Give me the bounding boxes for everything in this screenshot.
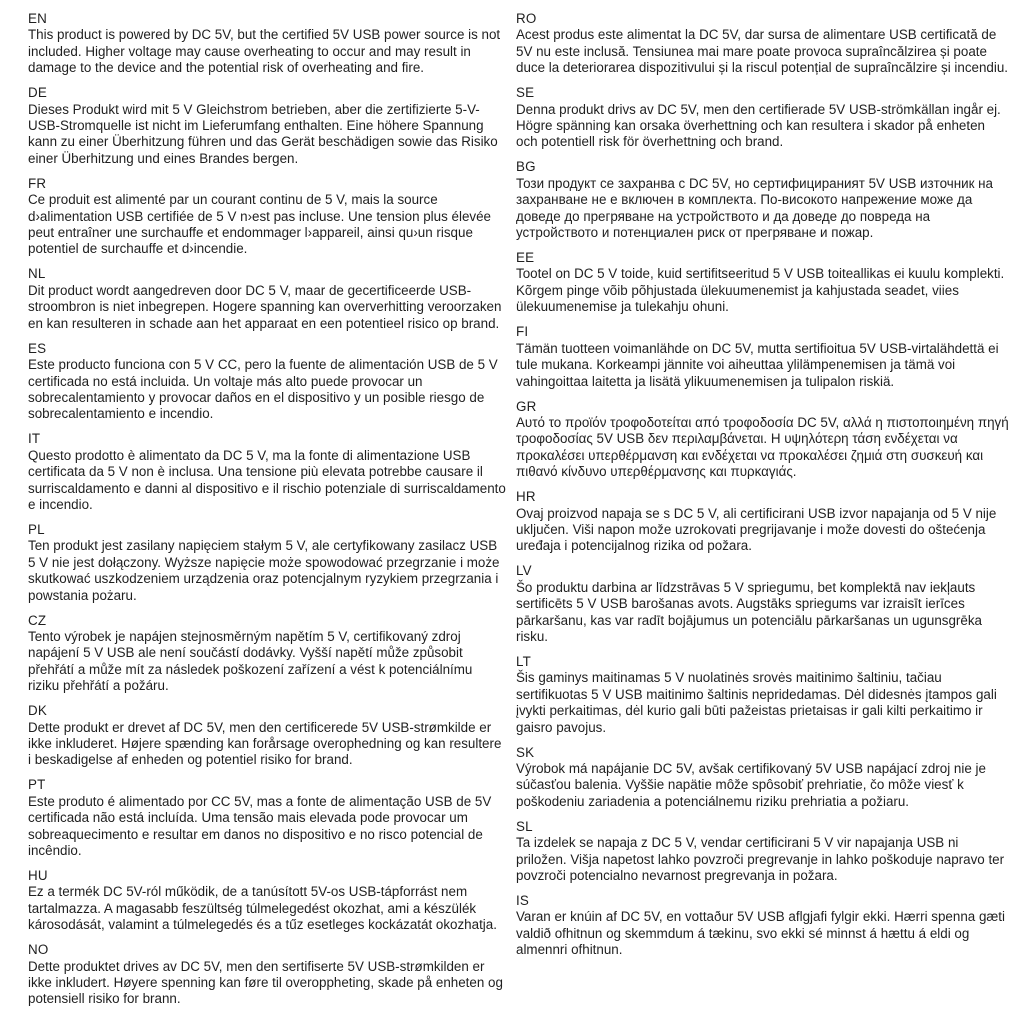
language-block-lt: [516, 654, 1010, 736]
language-text: Questo prodotto è alimentato da DC 5 V, ma la fonte di alimentazione USB certificata da 5 V non è inclusa. Una tensione più elevata potrebbe causare il surriscaldamento e danni al dispositivo e il rischio potenziale di surriscaldamento e incendio.: [28, 447, 506, 512]
language-text: Dette produkt er drevet af DC 5V, men den certificerede 5V USB-strømkilde er ikke inkluderet. Højere spænding kan forårsage overophedning og kan resultere i beskadigelse af enheden og potentiel risiko for brand.: [28, 719, 502, 768]
language-code: DE: [28, 85, 48, 101]
language-text: Ovaj proizvod napaja se s DC 5 V, ali certificirani USB izvor napajanja od 5 V nije uključen. Viši napon može uzrokovati pregrijavanje i može dovesti do oštećenja uređaja i potencijalnog rizika od požara.: [516, 505, 997, 554]
language-block-is: [516, 893, 1010, 959]
language-code: LV: [516, 563, 532, 579]
language-block-fr: [28, 176, 506, 258]
language-text: Dieses Produkt wird mit 5 V Gleichstrom betrieben, aber die zertifizierte 5-V-USB-Stromquelle ist nicht im Lieferumfang enthalten. Eine höhere Spannung kann zu einer Überhitzung führen und das Gerät beschädigen sowie das Risiko einer Überhitzung und eines Brandes bergen.: [28, 101, 498, 166]
language-code: EN: [28, 11, 48, 26]
language-code: CZ: [28, 612, 47, 628]
language-code: EE: [516, 250, 535, 266]
language-block-hr: [516, 489, 1010, 555]
language-block-bg: [516, 159, 1010, 241]
language-code: NO: [28, 942, 49, 958]
language-block-pt: [28, 777, 506, 859]
language-code: GR: [516, 398, 537, 414]
language-text: Ta izdelek se napaja z DC 5 V, vendar certificirani 5 V vir napajanja USB ni priložen. Višja napetost lahko povzroči pregrevanje in lahko poškoduje napravo ter povzroči potencialno nevarnost pregrevanja in požara.: [516, 835, 1005, 884]
left-column: [28, 11, 506, 1014]
language-text: Šo produktu darbina ar līdzstrāvas 5 V spriegumu, bet komplektā nav iekļauts sertificēts 5 V USB barošanas avots. Augstāks spriegums var izraisīt ierīces pārkaršanu, kas var radīt bojājumus un potenciālu pārkaršanas un ugunsgrēka risku.: [516, 579, 982, 644]
language-text: Denna produkt drivs av DC 5V, men den certifierade 5V USB-strömkällan ingår ej. Högre spänning kan orsaka överhettning och kan resultera i skador på enheten och potentiell risk för överhettning och brand.: [516, 101, 1001, 150]
right-column: [516, 11, 1010, 1014]
language-text: Este producto funciona con 5 V CC, pero la fuente de alimentación USB de 5 V certificada no está incluida. Un voltaje más alto puede provocar un sobrecalentamiento y provocar daños en el dispositivo y un posible riesgo de sobrecalentamiento e incendio.: [28, 357, 498, 422]
language-code: IT: [28, 431, 41, 447]
language-block-nl: [28, 266, 506, 332]
language-block-en: [28, 11, 506, 77]
language-text: This product is powered by DC 5V, but the certified 5V USB power source is not included. Higher voltage may cause overheating to occur and may result in damage to the device and the potential risk of overheating and fire.: [28, 27, 501, 76]
language-text: Acest produs este alimentat la DC 5V, dar sursa de alimentare USB certificată de 5V nu este inclusă. Tensiunea mai mare poate provoca supraîncălzirea și poate duce la deteriorarea dispozitivului și la riscul potențial de supraîncălzire și incendiu.: [516, 27, 1008, 76]
language-code: BG: [516, 159, 536, 175]
language-text: Ce produit est alimenté par un courant continu de 5 V, mais la source d›alimentation USB certifiée de 5 V n›est pas incluse. Une tension plus élevée peut entraîner une surchauffe et endommager l›appareil, ainsi qu›un risque potentiel de surchauffe et d›incendie.: [28, 192, 491, 257]
language-block-se: [516, 85, 1010, 151]
language-block-fi: [516, 324, 1010, 390]
language-text: Este produto é alimentado por CC 5V, mas a fonte de alimentação USB de 5V certificada não está incluída. Uma tensão mais elevada pode provocar um sobreaquecimento e resultar em danos no dispositivo e no risco potencial de incêndio.: [28, 793, 492, 859]
language-block-es: [28, 341, 506, 423]
language-code: LT: [516, 653, 532, 669]
language-block-pl: [28, 522, 506, 604]
language-text: Tootel on DC 5 V toide, kuid sertifitseeritud 5 V USB toiteallikas ei kuulu komplekti. Kõrgem pinge võib põhjustada ülekuumenemist ja kahjustada seadet, viies ülekuumenemise ja tulekahju ohuni.: [516, 266, 1005, 315]
language-code: RO: [516, 11, 537, 26]
language-block-lv: [516, 563, 1010, 645]
language-block-ee: [516, 250, 1010, 316]
language-text: Този продукт се захранва с DC 5V, но сертифицираният 5V USB източник на захранване не е включен в комплекта. По-високото напрежение може да доведе до прегряване на устройството и да доведе до повреда на устройството и потенциален риск от прегряване и пожар.: [516, 175, 993, 241]
language-block-sl: [516, 819, 1010, 885]
language-code: SK: [516, 744, 535, 760]
language-code: SL: [516, 818, 533, 834]
language-block-ro: [516, 11, 1010, 77]
language-block-no: [28, 942, 506, 1008]
language-block-cz: [28, 613, 506, 695]
language-code: PL: [28, 521, 45, 537]
language-text: Výrobok má napájanie DC 5V, avšak certifikovaný 5V USB napájací zdroj nie je súčasťou balenia. Vyššie napätie môže spôsobiť prehriatie, čo môže viesť k poškodeniu zariadenia a potenciálnemu riziku prehriatia a požiaru.: [516, 761, 986, 809]
language-block-it: [28, 431, 506, 513]
language-text: Tämän tuotteen voimanlähde on DC 5V, mutta sertifioitua 5V USB-virtalähdettä ei tule mukana. Korkeampi jännite voi aiheuttaa ylilämpenemisen ja tämä voi vahingoittaa laitetta ja lisätä ylikuumenemisen ja tulipalon riskiä.: [516, 340, 999, 389]
language-code: HU: [28, 868, 48, 884]
language-code: HR: [516, 489, 536, 505]
language-code: PT: [28, 777, 46, 793]
language-code: DK: [28, 703, 48, 719]
language-code: FI: [516, 324, 529, 340]
language-block-hu: [28, 868, 506, 934]
language-text: Ez a termék DC 5V-ról működik, de a tanúsított 5V-os USB-tápforrást nem tartalmazza. A magasabb feszültség túlmelegedést okozhat, ami a készülék károsodását, valamint a túlmelegedés és a tűz esetleges kockázatát okozhatja.: [28, 884, 497, 933]
language-code: FR: [28, 175, 47, 191]
language-code: NL: [28, 266, 46, 282]
language-text: Dette produktet drives av DC 5V, men den sertifiserte 5V USB-strømkilden er ikke inkludert. Høyere spenning kan føre til overoppheting, skade på enheten og potensiell risiko for brann.: [28, 958, 503, 1007]
language-block-gr: [516, 399, 1010, 481]
language-code: IS: [516, 893, 530, 909]
language-block-sk: [516, 745, 1010, 811]
language-text: Dit product wordt aangedreven door DC 5 V, maar de gecertificeerde USB-stroombron is niet inbegrepen. Hogere spanning kan oververhitting veroorzaken en kan resulteren in schade aan het apparaat en een potentieel risico op brand.: [28, 282, 502, 331]
language-text: Varan er knúin af DC 5V, en vottaður 5V USB aflgjafi fylgir ekki. Hærri spenna gæti valdið ofhitnun og skemmdum á tækinu, svo ekki sé minnst á hættu á eldi og almennri ofhitnun.: [516, 909, 1005, 958]
language-code: SE: [516, 85, 535, 101]
language-text: Tento výrobek je napájen stejnosměrným napětím 5 V, certifikovaný zdroj napájení 5 V USB ale není součástí dodávky. Vyšší napětí může způsobit přehřátí a může mít za následek poškození zařízení a vést k potenciálnímu riziku přehřátí a požáru.: [28, 628, 473, 694]
language-text: Ten produkt jest zasilany napięciem stałym 5 V, ale certyfikowany zasilacz USB 5 V nie jest dołączony. Wyższe napięcie może spowodować przegrzanie i może skutkować uszkodzeniem urządzenia oraz potencjalnym ryzykiem przegrzania i powstania pożaru.: [28, 538, 500, 603]
language-block-dk: [28, 703, 506, 769]
language-text: Αυτό το προϊόν τροφοδοτείται από τροφοδοσία DC 5V, αλλά η πιστοποιημένη πηγή τροφοδοσίας 5V USB δεν περιλαμβάνεται. Η υψηλότερη τάση ενδέχεται να προκαλέσει υπερθέρμανση και ενδέχεται να προκαλέσει ζημιά στη συσκευή και πιθανό κίνδυνο υπερθέρμανσης και πυρκαγιάς.: [516, 414, 1009, 480]
language-text: Šis gaminys maitinamas 5 V nuolatinės srovės maitinimo šaltiniu, tačiau sertifikuotas 5 V USB maitinimo šaltinis nepridedamas. Dėl didesnės įtampos gali įvykti perkaitimas, dėl kurio gali būti pažeistas prietaisas ir gali kilti perkaitimo ir gaisro pavojus.: [516, 670, 997, 735]
language-code: ES: [28, 340, 47, 356]
language-block-de: [28, 85, 506, 167]
